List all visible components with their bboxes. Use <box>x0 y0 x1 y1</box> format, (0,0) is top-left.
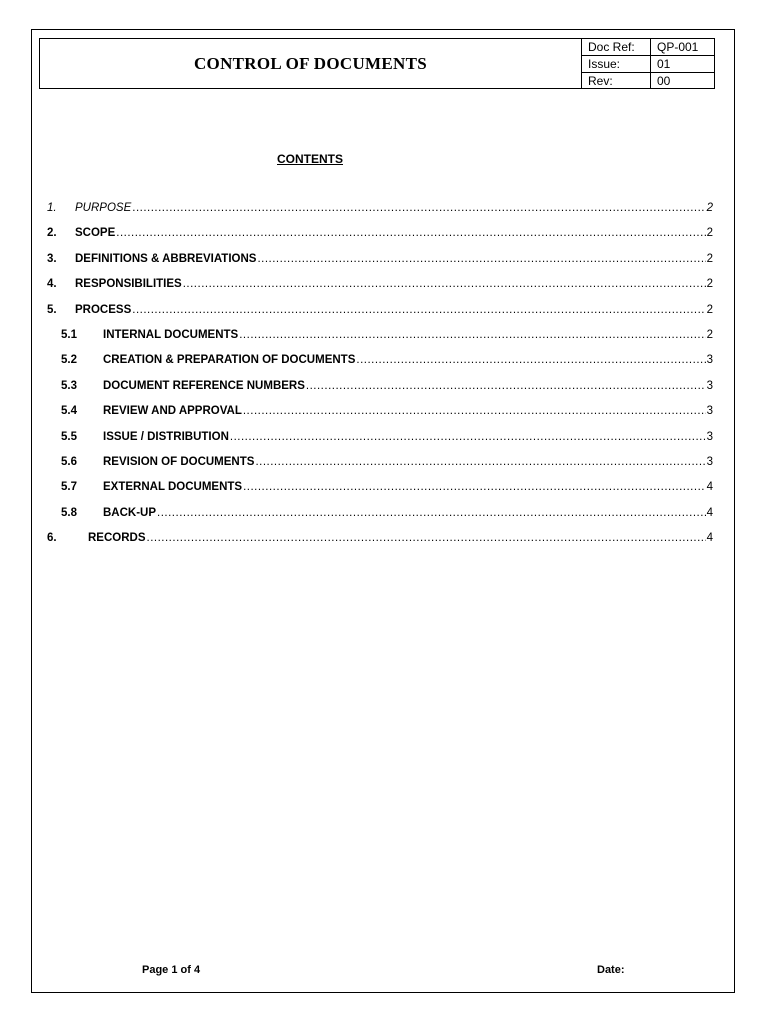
toc-page: 2 <box>706 328 713 341</box>
toc-number: 3. <box>47 252 57 265</box>
toc-page: 4 <box>706 506 713 519</box>
toc-leader <box>132 304 705 316</box>
toc-label: DOCUMENT REFERENCE NUMBERS <box>103 379 305 392</box>
toc-number: 5.1 <box>61 328 77 341</box>
toc-page: 2 <box>706 227 713 240</box>
toc-page: 3 <box>706 430 713 443</box>
toc-leader <box>239 329 705 341</box>
toc-label: RESPONSIBILITIES <box>75 278 182 291</box>
toc-leader <box>230 431 706 443</box>
toc-item-responsibilities[interactable] <box>47 278 713 303</box>
document-header <box>39 38 715 89</box>
toc-leader <box>132 202 705 214</box>
meta-row-doc-ref <box>582 39 715 56</box>
toc-item-records[interactable] <box>47 532 713 557</box>
footer-page-number: Page 1 of 4 <box>142 964 201 976</box>
toc-page: 2 <box>706 303 713 316</box>
toc-label: EXTERNAL DOCUMENTS <box>103 481 243 494</box>
toc-item-issue-distribution[interactable] <box>47 431 713 456</box>
toc-label: PURPOSE <box>75 202 132 214</box>
toc-leader <box>243 405 706 417</box>
toc-label: CREATION & PREPARATION OF DOCUMENTS <box>103 354 356 367</box>
contents-heading: CONTENTS <box>277 152 343 166</box>
toc-label: INTERNAL DOCUMENTS <box>103 328 239 341</box>
toc-leader <box>255 456 705 468</box>
toc-number: 5.6 <box>61 455 77 468</box>
toc-leader <box>147 532 706 544</box>
toc-label: BACK-UP <box>103 506 157 519</box>
toc-number: 2. <box>47 227 57 240</box>
toc-item-internal-documents[interactable] <box>47 329 713 354</box>
toc-label: REVIEW AND APPROVAL <box>103 405 242 418</box>
toc-item-reference-numbers[interactable] <box>47 380 713 405</box>
toc-page: 3 <box>706 379 713 392</box>
toc-leader <box>157 507 706 519</box>
meta-key: Issue: <box>582 56 651 73</box>
toc-number: 5.7 <box>61 481 77 494</box>
toc-number: 1. <box>47 202 57 214</box>
toc-label: REVISION OF DOCUMENTS <box>103 455 255 468</box>
meta-value: 01 <box>651 56 715 73</box>
toc-item-back-up[interactable] <box>47 507 713 532</box>
meta-value: QP-001 <box>651 39 715 56</box>
meta-key: Doc Ref: <box>582 39 651 56</box>
toc-number: 5.4 <box>61 405 77 418</box>
toc-page: 2 <box>706 252 713 265</box>
toc-label: RECORDS <box>88 532 146 545</box>
meta-key: Rev: <box>582 73 651 90</box>
toc-number: 6. <box>47 532 57 545</box>
toc-leader <box>243 481 706 493</box>
meta-row-issue <box>582 56 715 73</box>
toc-leader <box>116 227 705 239</box>
toc-item-external-documents[interactable] <box>47 481 713 506</box>
toc-label: ISSUE / DISTRIBUTION <box>103 430 229 443</box>
document-meta-table <box>581 39 714 89</box>
toc-item-review-approval[interactable] <box>47 405 713 430</box>
table-of-contents <box>47 202 713 557</box>
toc-number: 5.2 <box>61 354 77 367</box>
toc-item-purpose[interactable] <box>47 202 713 227</box>
meta-value: 00 <box>651 73 715 90</box>
toc-page: 3 <box>706 354 713 367</box>
toc-label: PROCESS <box>75 303 132 316</box>
footer-date-label: Date: <box>597 964 625 976</box>
toc-number: 5. <box>47 303 57 316</box>
toc-item-definitions[interactable] <box>47 253 713 278</box>
toc-number: 5.5 <box>61 430 77 443</box>
toc-item-creation-preparation[interactable] <box>47 354 713 379</box>
toc-page: 4 <box>706 481 713 494</box>
toc-label: DEFINITIONS & ABBREVIATIONS <box>75 252 257 265</box>
toc-number: 5.3 <box>61 379 77 392</box>
toc-label: SCOPE <box>75 227 116 240</box>
toc-leader <box>306 380 706 392</box>
toc-item-process[interactable] <box>47 304 713 329</box>
toc-leader <box>183 278 706 290</box>
toc-page: 2 <box>706 278 713 291</box>
toc-number: 4. <box>47 278 57 291</box>
document-title: CONTROL OF DOCUMENTS <box>193 53 427 73</box>
toc-page: 3 <box>706 405 713 418</box>
toc-page: 4 <box>706 532 713 545</box>
meta-row-rev <box>582 73 715 90</box>
toc-item-scope[interactable] <box>47 227 713 252</box>
toc-item-revision[interactable] <box>47 456 713 481</box>
toc-number: 5.8 <box>61 506 77 519</box>
toc-page: 2 <box>706 202 713 214</box>
toc-leader <box>257 253 705 265</box>
toc-leader <box>356 354 705 366</box>
toc-page: 3 <box>706 455 713 468</box>
